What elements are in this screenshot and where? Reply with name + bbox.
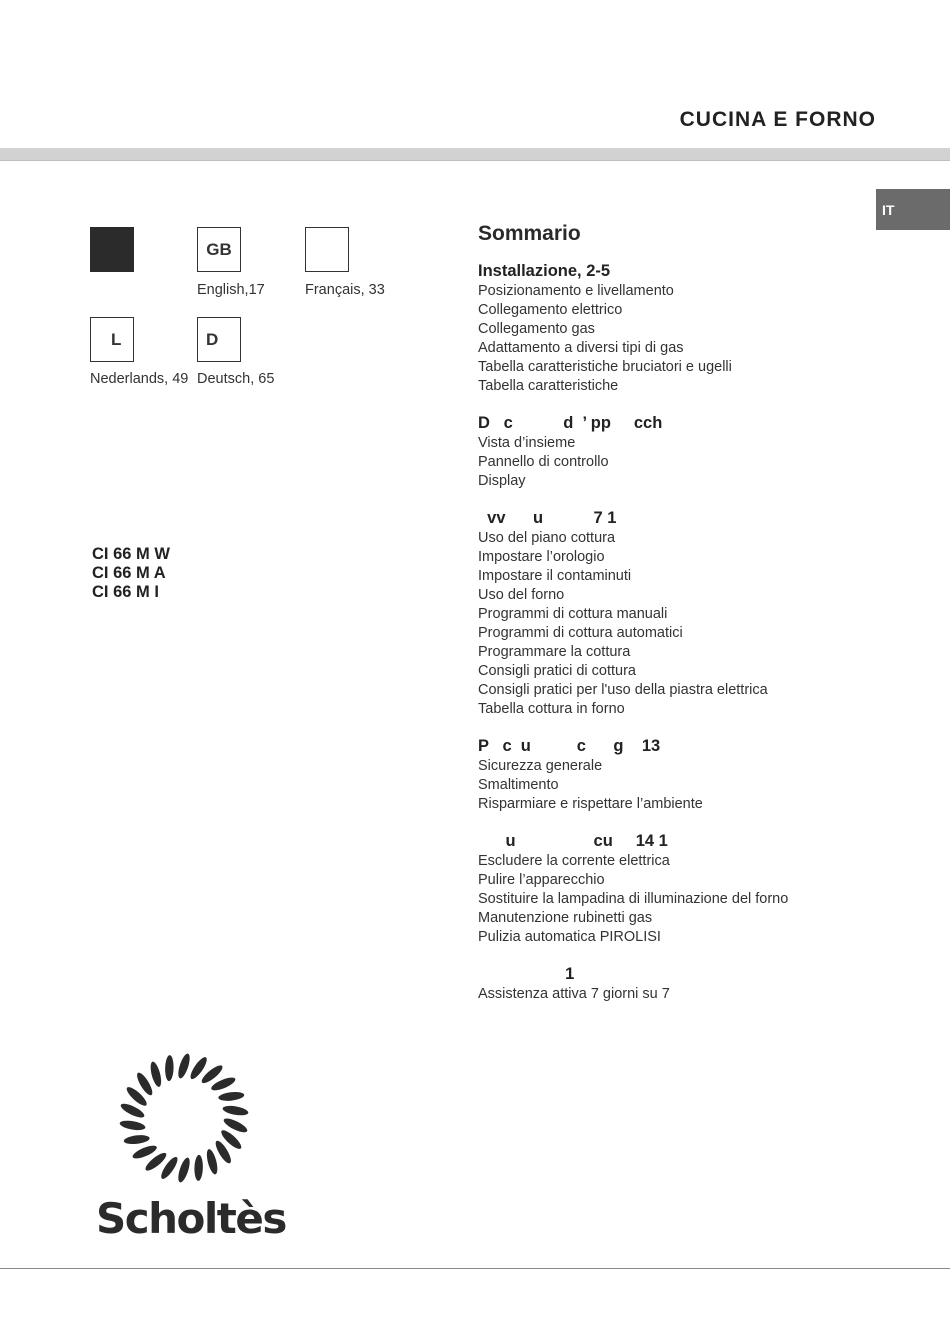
language-tab-it: IT [876, 189, 950, 230]
sun-ray [123, 1134, 150, 1145]
sun-ray [149, 1061, 164, 1088]
sun-ray [194, 1155, 203, 1181]
toc-heading: u cu 14 1 [478, 832, 668, 850]
toc-section-manutenzione [478, 832, 878, 947]
toc-item: Tabella caratteristiche [478, 378, 619, 394]
toc-heading: vv u 7 1 [478, 509, 617, 527]
toc-item: Manutenzione rubinetti gas [478, 910, 653, 926]
toc-item: Uso del piano cottura [478, 530, 616, 546]
model-number: CI 66 M A [92, 564, 166, 582]
toc-item: Pulizia automatica PIROLISI [478, 929, 661, 945]
toc-heading: P c u c g 13 [478, 737, 661, 755]
model-number: CI 66 M W [92, 545, 170, 563]
toc-heading: Installazione, 2-5 [478, 262, 611, 280]
toc-item: Adattamento a diversi tipi di gas [478, 340, 684, 356]
toc-title: Sommario [478, 222, 581, 245]
model-number: CI 66 M I [92, 583, 159, 601]
toc-section-avvio [478, 509, 878, 719]
sun-ray [119, 1119, 146, 1132]
toc-item: Risparmiare e rispettare l’ambiente [478, 796, 703, 812]
toc-item: Programmi di cottura automatici [478, 625, 683, 641]
sun-ray [205, 1148, 220, 1175]
toc-item: Display [478, 473, 526, 489]
toc-item: Consigli pratici per l'uso della piastra elettrica [478, 682, 768, 698]
toc-item: Programmi di cottura manuali [478, 606, 668, 622]
toc-section-descrizione [478, 414, 878, 491]
document-title: CUCINA E FORNO [679, 108, 876, 131]
language-label-dutch: Nederlands, 49 [90, 371, 189, 387]
sun-ray [176, 1052, 192, 1079]
toc-section-precauzioni [478, 737, 878, 814]
toc-section-assistenza [478, 965, 878, 1004]
language-box-gb: GB [197, 227, 241, 272]
toc-item: Sicurezza generale [478, 758, 603, 774]
language-label-english: English,17 [197, 282, 265, 298]
toc-item: Assistenza attiva 7 giorni su 7 [478, 986, 670, 1002]
sun-ray [218, 1091, 245, 1102]
toc-item: Collegamento elettrico [478, 302, 623, 318]
toc-item: Escludere la corrente elettrica [478, 853, 670, 869]
toc-item: Impostare l’orologio [478, 549, 605, 565]
table-of-contents [478, 222, 878, 1022]
language-box-fr [305, 227, 349, 272]
sun-ray [222, 1104, 249, 1117]
language-label-german: Deutsch, 65 [197, 371, 275, 387]
header-band [0, 148, 950, 161]
toc-item: Vista d’insieme [478, 435, 576, 451]
language-box-italian [90, 227, 134, 272]
toc-item: Smaltimento [478, 777, 559, 793]
sun-ray [165, 1055, 174, 1081]
language-box-de: D [197, 317, 241, 362]
toc-item: Pulire l’apparecchio [478, 872, 605, 888]
brand-logo-text: Scholtès [96, 1194, 286, 1243]
toc-heading: D c d ’ pp cch [478, 414, 663, 432]
toc-item: Impostare il contaminuti [478, 568, 632, 584]
toc-section-installazione [478, 262, 878, 396]
language-box-nl: L [90, 317, 134, 362]
toc-item: Tabella caratteristiche bruciatori e ugelli [478, 359, 732, 375]
model-list [92, 545, 170, 602]
toc-item: Programmare la cottura [478, 644, 631, 660]
sun-ray [176, 1156, 192, 1183]
toc-heading: 1 [478, 965, 575, 983]
footer-rule [0, 1268, 950, 1269]
language-label-french: Français, 33 [305, 282, 385, 298]
toc-item: Pannello di controllo [478, 454, 609, 470]
toc-item: Posizionamento e livellamento [478, 283, 674, 299]
toc-item: Tabella cottura in forno [478, 701, 625, 717]
toc-item: Collegamento gas [478, 321, 595, 337]
toc-item: Sostituire la lampadina di illuminazione del forno [478, 891, 789, 907]
toc-item: Consigli pratici di cottura [478, 663, 636, 679]
toc-item: Uso del forno [478, 587, 565, 603]
